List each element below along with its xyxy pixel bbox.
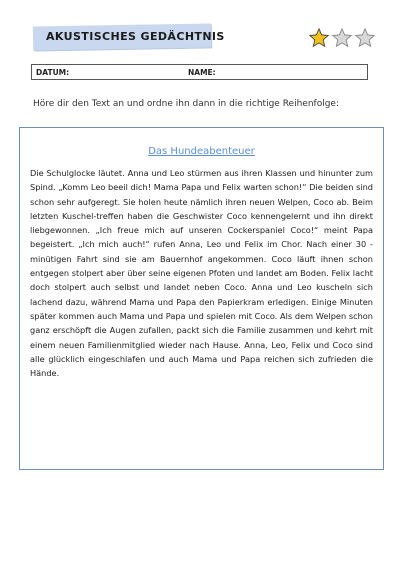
date-name-field[interactable] — [31, 64, 368, 80]
difficulty-rating — [308, 27, 376, 49]
story-text: Die Schulglocke läutet. Anna und Leo stürmen aus ihren Klassen und hinunter zum Spind. „Komm Leo beeil dich! Mama Papa und Felix warten schon!“ Die beiden sind schon sehr aufgeregt. Sie holen heute nämlich ihren neuen Welpen, Coco ab. Beim letzten Kuschel-treffen haben die Geschwister Coco kennengelernt und ihn direkt liebgewonnen. „Ich freue mich auf unseren Cockerspaniel Coco!“ meint Papa begeistert. „Ich mich auch!“ rufen Anna, Leo und Felix im Chor. Nach einer 30 - minütigen Fahrt sind sie am Bauernhof angekommen. Coco läuft ihnen schon entgegen stolpert aber über seine eigenen Pfoten und landet am Boden. Felix lacht doch stolpert auch selbst und landet neben Coco. Anna und Leo kuscheln sich lachend dazu, während Mama und Papa den Papierkram erledigen. Einige Minuten später kommen auch Mama und Papa und spielen mit Coco. Als dem Welpen schon ganz erschöpft die Augen zufallen, packt sich die Familie zusammen und kehrt mit einem neuen Familienmitglied wieder nach Hause. Anna, Leo, Felix und Coco sind alle glücklich eingeschlafen und auch Mama und Papa reichen sich zufrieden die Hände. — [30, 168, 373, 379]
instruction-text: Höre dir den Text an und ordne ihn dann in die richtige Reihenfolge: — [33, 99, 339, 109]
star-filled-icon — [308, 27, 330, 49]
name-label: NAME: — [188, 68, 216, 77]
star-empty-icon — [331, 27, 353, 49]
story-box — [19, 127, 384, 470]
star-empty-icon — [354, 27, 376, 49]
story-title: Das Hundeabenteuer — [148, 146, 255, 157]
worksheet-title: AKUSTISCHES GEDÄCHTNIS — [46, 30, 225, 43]
date-label: DATUM: — [36, 68, 70, 77]
